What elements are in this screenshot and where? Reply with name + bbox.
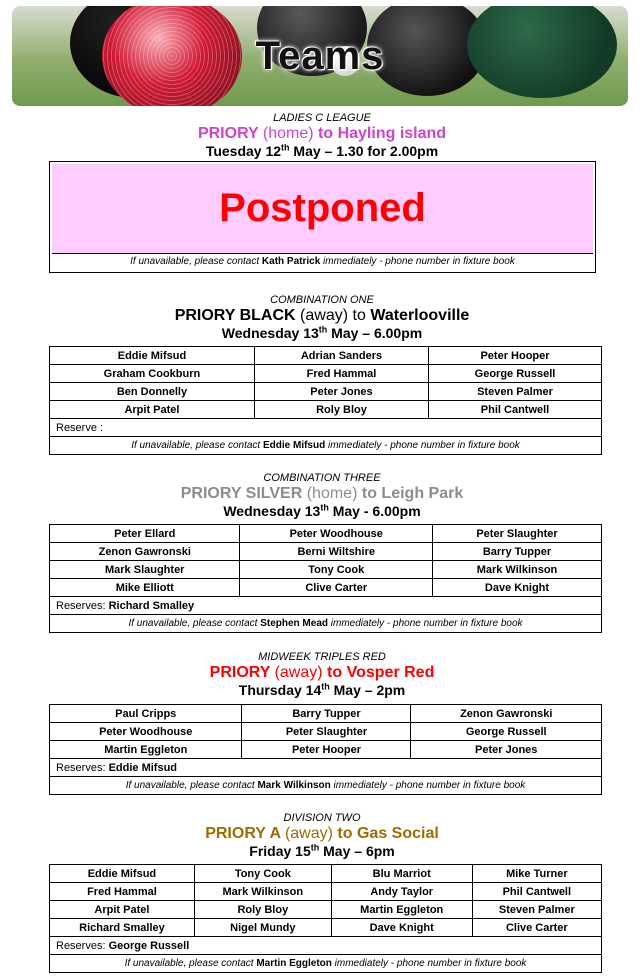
contact-note: If unavailable, please contact Stephen Mead immediately - phone number in fixture book (50, 615, 602, 633)
to-label: to (352, 307, 366, 324)
roster-row (50, 561, 602, 579)
roster-row (50, 865, 602, 883)
contact-name: Mark Wilkinson (257, 780, 331, 791)
player-name: Mike Turner (472, 865, 601, 883)
player-name: Peter Slaughter (242, 723, 411, 741)
opponent-team: Gas Social (356, 825, 439, 842)
team-name: PRIORY (209, 664, 271, 681)
match-date: Wednesday 13th May – 6.00pm (221, 324, 423, 341)
page-title: Teams (255, 34, 385, 78)
match-date: Wednesday 13th May - 6.00pm (223, 502, 421, 519)
player-name: Zenon Gawronski (411, 705, 602, 723)
match-title (0, 825, 644, 843)
player-name: Roly Bloy (194, 901, 331, 919)
player-name: Peter Slaughter (432, 525, 601, 543)
league-name: LADIES C LEAGUE (273, 112, 371, 124)
player-name: Dave Knight (432, 579, 601, 597)
player-name: Peter Woodhouse (240, 525, 432, 543)
player-name: Berni Wiltshire (240, 543, 432, 561)
venue-label: (away) (274, 664, 323, 681)
reserve-names: George Russell (108, 939, 190, 952)
contact-note: If unavailable, please contact Eddie Mifsud immediately - phone number in fixture book (50, 437, 602, 455)
roster-row (50, 901, 602, 919)
player-name: Phil Cantwell (429, 401, 602, 419)
player-name: Dave Knight (331, 919, 472, 937)
player-name: Barry Tupper (432, 543, 601, 561)
player-name: Roly Bloy (254, 401, 428, 419)
roster-row (50, 883, 602, 901)
player-name: George Russell (411, 723, 602, 741)
reserve-names: Eddie Mifsud (108, 761, 178, 774)
venue-label: (home) (262, 125, 314, 142)
roster-row (50, 723, 602, 741)
player-name: Eddie Mifsud (50, 347, 255, 365)
player-name: Nigel Mundy (194, 919, 331, 937)
opponent-team: Hayling island (337, 125, 447, 142)
player-name: Graham Cookburn (50, 365, 255, 383)
player-name: Mark Slaughter (50, 561, 240, 579)
reserves-label: Reserve : (56, 421, 104, 434)
opponent-team: Waterlooville (370, 307, 470, 324)
roster-row (50, 525, 602, 543)
to-label: to (361, 485, 377, 502)
player-name: Tony Cook (194, 865, 331, 883)
teams-banner (12, 6, 628, 106)
player-name: Peter Ellard (50, 525, 240, 543)
player-name: Adrian Sanders (254, 347, 428, 365)
match-title (0, 307, 644, 325)
to-label: to (327, 664, 343, 681)
roster-row (50, 401, 602, 419)
team-name: PRIORY SILVER (180, 485, 303, 502)
match-date: Friday 15th May – 6pm (249, 842, 395, 859)
division-two-roster (49, 864, 602, 973)
match-date: Tuesday 12th May – 1.30 for 2.00pm (205, 142, 439, 159)
combination-one-roster (49, 346, 602, 455)
contact-name: Martin Eggleton (256, 958, 332, 969)
postponed-text: Postponed (219, 186, 426, 230)
roster-row (50, 579, 602, 597)
player-name: Paul Cripps (50, 705, 242, 723)
roster-row (50, 919, 602, 937)
player-name: Blu Marriot (331, 865, 472, 883)
contact-name: Eddie Mifsud (262, 440, 326, 451)
reserves-label: Reserves: (56, 761, 109, 774)
postponed-box (49, 161, 596, 273)
midweek-triples-header (0, 651, 644, 699)
player-name: Phil Cantwell (472, 883, 601, 901)
player-name: Tony Cook (240, 561, 432, 579)
reserves-row (50, 597, 602, 615)
combination-three-header (0, 472, 644, 520)
player-name: Eddie Mifsud (50, 865, 195, 883)
player-name: Steven Palmer (472, 901, 601, 919)
player-name: Fred Hammal (50, 883, 195, 901)
player-name: Arpit Patel (50, 401, 255, 419)
player-name: Richard Smalley (50, 919, 195, 937)
opponent-team: Vosper Red (346, 664, 435, 681)
player-name: Ben Donnelly (50, 383, 255, 401)
reserves-row (50, 759, 602, 777)
match-title (0, 664, 644, 682)
player-name: Martin Eggleton (50, 741, 242, 759)
reserves-row (50, 419, 602, 437)
league-name: COMBINATION ONE (270, 294, 374, 306)
player-name: Peter Hooper (242, 741, 411, 759)
league-name: DIVISION TWO (283, 812, 361, 824)
contact-name: Kath Patrick (261, 256, 321, 267)
reserves-row (50, 937, 602, 955)
home-team: PRIORY (197, 125, 259, 142)
player-name: Andy Taylor (331, 883, 472, 901)
roster-row (50, 383, 602, 401)
team-name: PRIORY A (205, 825, 281, 842)
player-name: Martin Eggleton (331, 901, 472, 919)
player-name: Clive Carter (472, 919, 601, 937)
to-label: to (337, 825, 353, 842)
player-name: Barry Tupper (242, 705, 411, 723)
roster-row (50, 741, 602, 759)
player-name: Fred Hammal (254, 365, 428, 383)
player-name: Peter Jones (411, 741, 602, 759)
venue-label: (home) (306, 485, 358, 502)
contact-name: Stephen Mead (260, 618, 328, 629)
roster-row (50, 543, 602, 561)
division-two-header (0, 812, 644, 860)
league-name: MIDWEEK TRIPLES RED (258, 651, 386, 663)
player-name: Arpit Patel (50, 901, 195, 919)
combination-one-header (0, 294, 644, 342)
roster-row (50, 365, 602, 383)
team-name: PRIORY BLACK (174, 307, 296, 324)
player-name: Clive Carter (240, 579, 432, 597)
to-label: to (318, 125, 334, 142)
venue-label: (away) (300, 307, 349, 324)
roster-row (50, 705, 602, 723)
player-name: Peter Jones (254, 383, 428, 401)
contact-note: If unavailable, please contact Mark Wilkinson immediately - phone number in fixture book (50, 777, 602, 795)
player-name: Mark Wilkinson (432, 561, 601, 579)
player-name: Peter Woodhouse (50, 723, 242, 741)
contact-note: If unavailable, please contact Martin Eggleton immediately - phone number in fixture book (50, 955, 602, 973)
roster-row (50, 347, 602, 365)
match-title (0, 125, 644, 143)
ladies-fixture-header (0, 112, 644, 160)
opponent-team: Leigh Park (381, 485, 464, 502)
venue-label: (away) (284, 825, 333, 842)
player-name: Mark Wilkinson (194, 883, 331, 901)
contact-note: If unavailable, please contact Kath Patrick immediately - phone number in fixture book (130, 256, 515, 267)
league-name: COMBINATION THREE (263, 472, 381, 484)
player-name: Mike Elliott (50, 579, 240, 597)
reserves-label: Reserves: (56, 599, 109, 612)
match-date: Thursday 14th May – 2pm (238, 681, 406, 698)
player-name: Peter Hooper (429, 347, 602, 365)
match-title (0, 485, 644, 503)
player-name: Zenon Gawronski (50, 543, 240, 561)
player-name: Steven Palmer (429, 383, 602, 401)
postponed-banner (52, 164, 593, 254)
reserves-label: Reserves: (56, 939, 109, 952)
reserve-names: Richard Smalley (108, 599, 195, 612)
player-name: George Russell (429, 365, 602, 383)
combination-three-roster (49, 524, 602, 633)
midweek-triples-roster (49, 704, 602, 795)
